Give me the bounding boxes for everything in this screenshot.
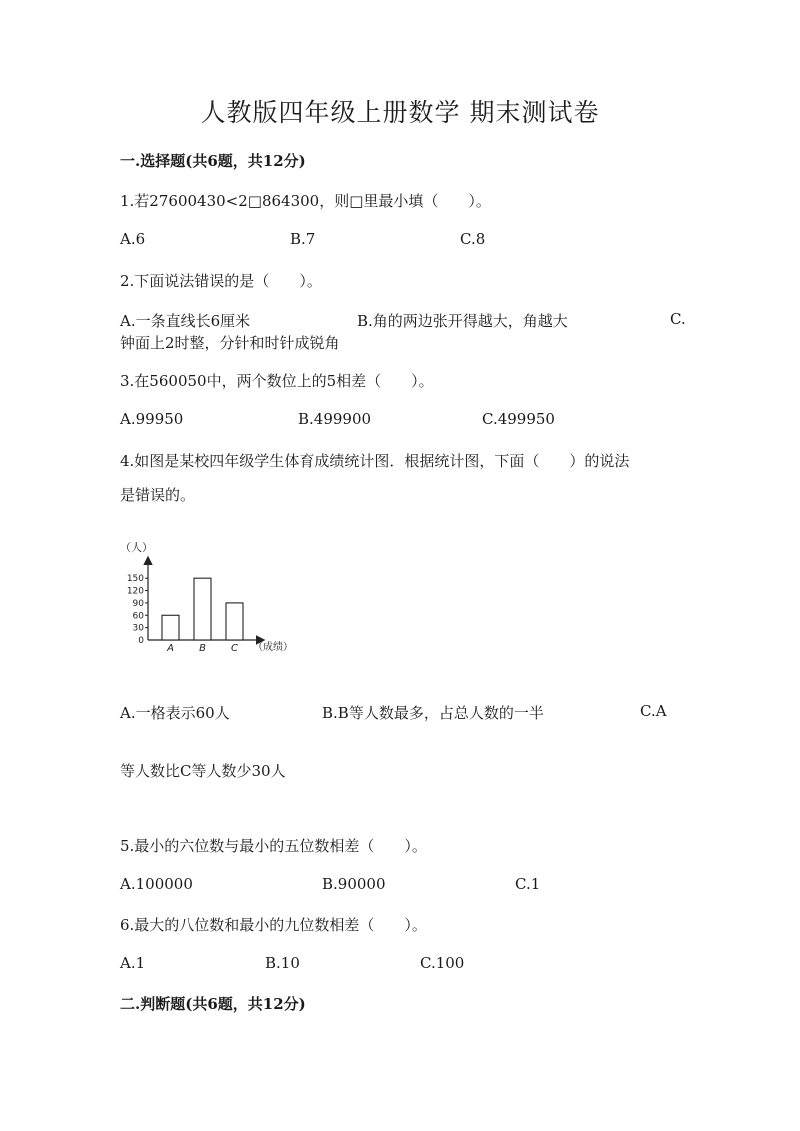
chart-y-tick-label: 90 <box>132 598 144 609</box>
question-2-option-a: A.一条直线长6厘米 <box>120 312 251 330</box>
question-1-option-c: C.8 <box>460 230 486 248</box>
question-4-stem: 4.如图是某校四年级学生体育成绩统计图．根据统计图，下面（ ）的说法 <box>120 452 630 470</box>
question-6-option-a: A.1 <box>120 954 146 972</box>
question-2-option-b: B.角的两边张开得越大，角越大 <box>357 312 568 330</box>
question-2-option-c: C. <box>670 310 686 328</box>
chart-bar-c <box>226 603 243 640</box>
chart-y-tick-label: 60 <box>132 611 144 622</box>
question-2-option-c-text: 钟面上2时整，分针和时针成锐角 <box>120 334 340 352</box>
question-5-stem: 5.最小的六位数与最小的五位数相差（ ）。 <box>120 837 427 855</box>
question-6-option-c: C.100 <box>420 954 465 972</box>
question-1-option-a: A.6 <box>120 230 146 248</box>
question-3-option-b: B.499900 <box>298 410 372 428</box>
chart-x-tick-label: B <box>199 643 206 654</box>
question-4-option-b: B.B等人数最多，占总人数的一半 <box>322 704 544 722</box>
chart-y-axis-label: （人） <box>120 541 153 554</box>
section-heading-choice: 一.选择题(共6题，共12分) <box>120 152 306 170</box>
bar-chart <box>118 538 308 663</box>
chart-x-axis-label: （成绩） <box>253 642 293 653</box>
question-4-option-c-text: 等人数比C等人数少30人 <box>120 762 286 780</box>
question-4-stem-line2: 是错误的。 <box>120 486 196 504</box>
chart-y-tick-label: 120 <box>126 586 144 597</box>
question-1-stem: 1.若27600430<2□864300，则□里最小填（ ）。 <box>120 192 491 210</box>
chart-x-tick-label: A <box>167 643 174 654</box>
question-5-option-b: B.90000 <box>322 875 386 893</box>
chart-x-tick-label: C <box>231 643 238 654</box>
question-1-option-b: B.7 <box>290 230 316 248</box>
question-5-option-a: A.100000 <box>120 875 193 893</box>
question-3-stem: 3.在560050中，两个数位上的5相差（ ）。 <box>120 372 434 390</box>
question-3-option-c: C.499950 <box>482 410 555 428</box>
question-6-stem: 6.最大的八位数和最小的九位数相差（ ）。 <box>120 916 427 934</box>
question-3-option-a: A.99950 <box>120 410 184 428</box>
chart-bar-a <box>162 615 179 640</box>
page-title: 人教版四年级上册数学 期末测试卷 <box>200 98 600 127</box>
question-4-option-c: C.A <box>640 702 667 720</box>
chart-y-tick-label: 150 <box>126 574 144 585</box>
question-2-stem: 2.下面说法错误的是（ ）。 <box>120 272 322 290</box>
question-6-option-b: B.10 <box>265 954 300 972</box>
chart-bar-b <box>194 578 211 640</box>
question-5-option-c: C.1 <box>515 875 541 893</box>
section-heading-judgement: 二.判断题(共6题，共12分) <box>120 995 306 1013</box>
question-4-option-a: A.一格表示60人 <box>120 704 230 722</box>
chart-y-tick-label: 30 <box>132 623 144 634</box>
chart-y-tick-label: 0 <box>138 636 144 646</box>
